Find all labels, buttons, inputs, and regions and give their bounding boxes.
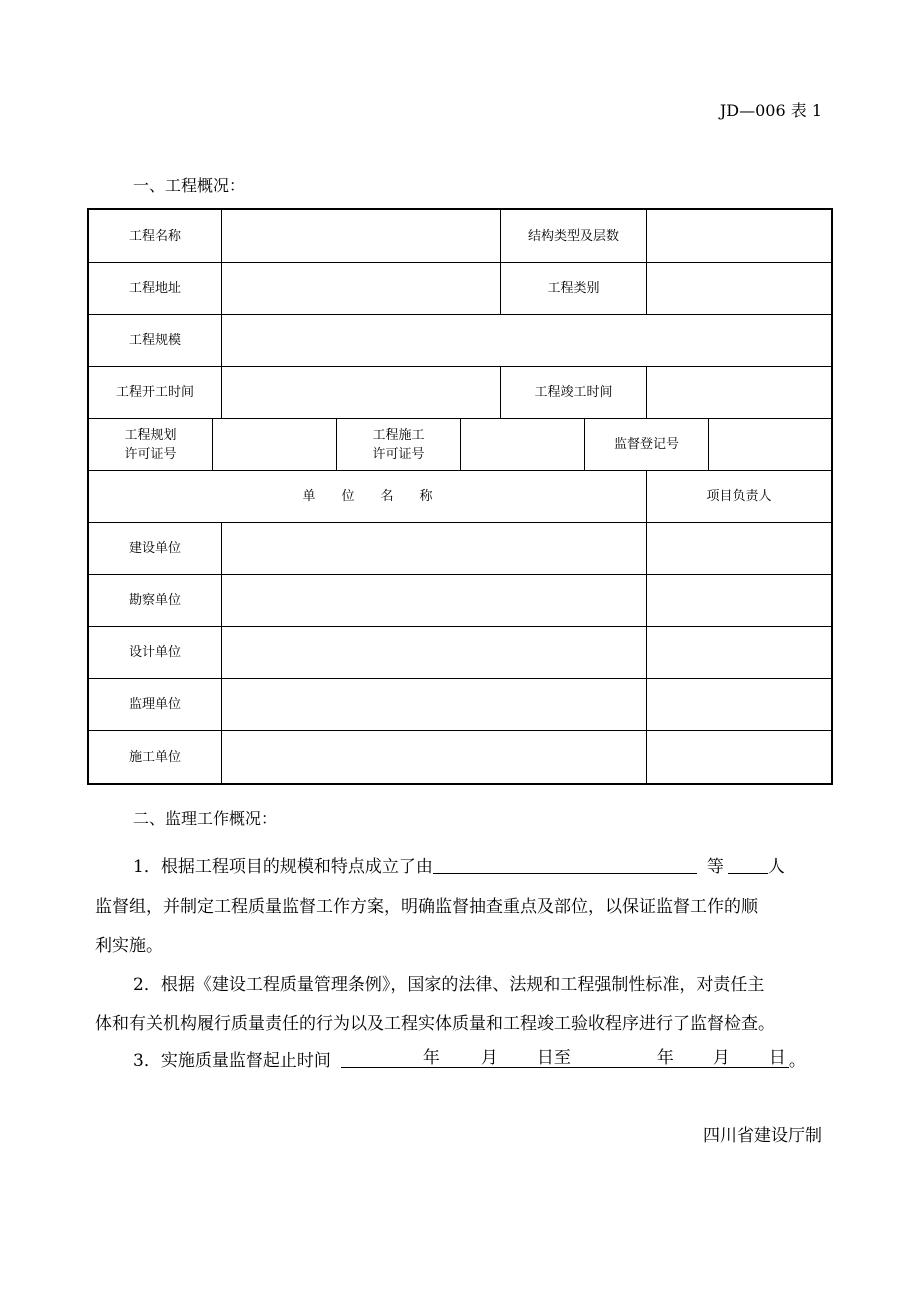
p1-text-c: 人 bbox=[767, 857, 785, 877]
label-project-scale: 工程规模 bbox=[128, 333, 181, 348]
value-project-category[interactable] bbox=[647, 263, 831, 314]
section-2-title: 二、监理工作概况： bbox=[133, 809, 278, 828]
value-project-scale[interactable] bbox=[222, 315, 831, 366]
p1-text-a: 1．根据工程项目的规模和特点成立了由 bbox=[133, 857, 433, 877]
label-structure-type: 结构类型及层数 bbox=[527, 228, 619, 244]
label-unit-contractor: 施工单位 bbox=[128, 749, 181, 765]
p3-period: 。 bbox=[788, 1051, 806, 1071]
label-project-name: 工程名称 bbox=[128, 228, 181, 244]
label-planning-permit-line1: 工程规划 bbox=[124, 427, 177, 443]
label-planning-permit bbox=[89, 419, 212, 470]
p3-text: 3．实施质量监督起止时间 bbox=[133, 1051, 331, 1071]
value-completion-time[interactable] bbox=[647, 367, 831, 418]
label-construction-permit-line2: 许可证号 bbox=[372, 446, 425, 462]
value-construction-permit[interactable] bbox=[461, 419, 584, 470]
date-year-2: 年 bbox=[656, 1048, 674, 1068]
label-construction-permit bbox=[337, 419, 460, 470]
value-supervision-reg-no[interactable] bbox=[709, 419, 831, 470]
paragraph-1-line-2: 监督组，并制定工程质量监督工作方案，明确监督抽查重点及部位，以保证监督工作的顺 bbox=[95, 897, 758, 917]
date-month-1: 月 bbox=[480, 1048, 498, 1068]
project-overview-table bbox=[87, 208, 833, 785]
blank-headcount[interactable] bbox=[728, 856, 768, 874]
value-project-address[interactable] bbox=[222, 263, 500, 314]
label-project-category: 工程类别 bbox=[547, 281, 600, 296]
label-unit-construction-owner: 建设单位 bbox=[128, 541, 181, 556]
section-1-title: 一、工程概况： bbox=[133, 176, 246, 195]
value-planning-permit[interactable] bbox=[213, 419, 336, 470]
label-planning-permit-line2: 许可证号 bbox=[124, 446, 177, 462]
header-unit-name: 单 位 名 称 bbox=[302, 489, 433, 504]
date-month-2: 月 bbox=[712, 1048, 730, 1068]
date-day-end: 日 bbox=[768, 1048, 786, 1068]
issuer-footer: 四川省建设厅制 bbox=[703, 1126, 822, 1146]
label-unit-supervision: 监理单位 bbox=[128, 697, 181, 712]
paragraph-1-line-3: 利实施。 bbox=[95, 936, 163, 956]
label-construction-permit-line1: 工程施工 bbox=[372, 427, 425, 443]
paragraph-2-line-1: 2．根据《建设工程质量管理条例》，国家的法律、法规和工程强制性标准，对责任主 bbox=[133, 975, 765, 995]
value-structure-type[interactable] bbox=[647, 210, 831, 262]
value-start-time[interactable] bbox=[222, 367, 500, 418]
value-project-name[interactable] bbox=[222, 210, 500, 262]
p1-text-b: 等 bbox=[706, 857, 724, 877]
paragraph-2-line-2: 体和有关机构履行质量责任的行为以及工程实体质量和工程竣工验收程序进行了监督检查。 bbox=[95, 1014, 775, 1034]
blank-organizer[interactable] bbox=[433, 856, 697, 874]
paragraph-1-line-1 bbox=[133, 856, 785, 878]
form-code: JD—006 表 1 bbox=[719, 101, 822, 120]
label-supervision-reg-no: 监督登记号 bbox=[613, 437, 679, 452]
label-completion-time: 工程竣工时间 bbox=[534, 385, 613, 400]
label-unit-survey: 勘察单位 bbox=[128, 593, 181, 608]
date-day-to: 日至 bbox=[536, 1048, 571, 1068]
col-divider bbox=[221, 522, 222, 783]
label-project-address: 工程地址 bbox=[128, 281, 181, 296]
date-year-1: 年 bbox=[422, 1048, 440, 1068]
blank-date-range[interactable] bbox=[341, 1050, 789, 1068]
label-start-time: 工程开工时间 bbox=[115, 385, 194, 400]
paragraph-3 bbox=[133, 1050, 806, 1072]
label-unit-design: 设计单位 bbox=[128, 645, 181, 660]
header-project-leader: 项目负责人 bbox=[706, 489, 772, 504]
